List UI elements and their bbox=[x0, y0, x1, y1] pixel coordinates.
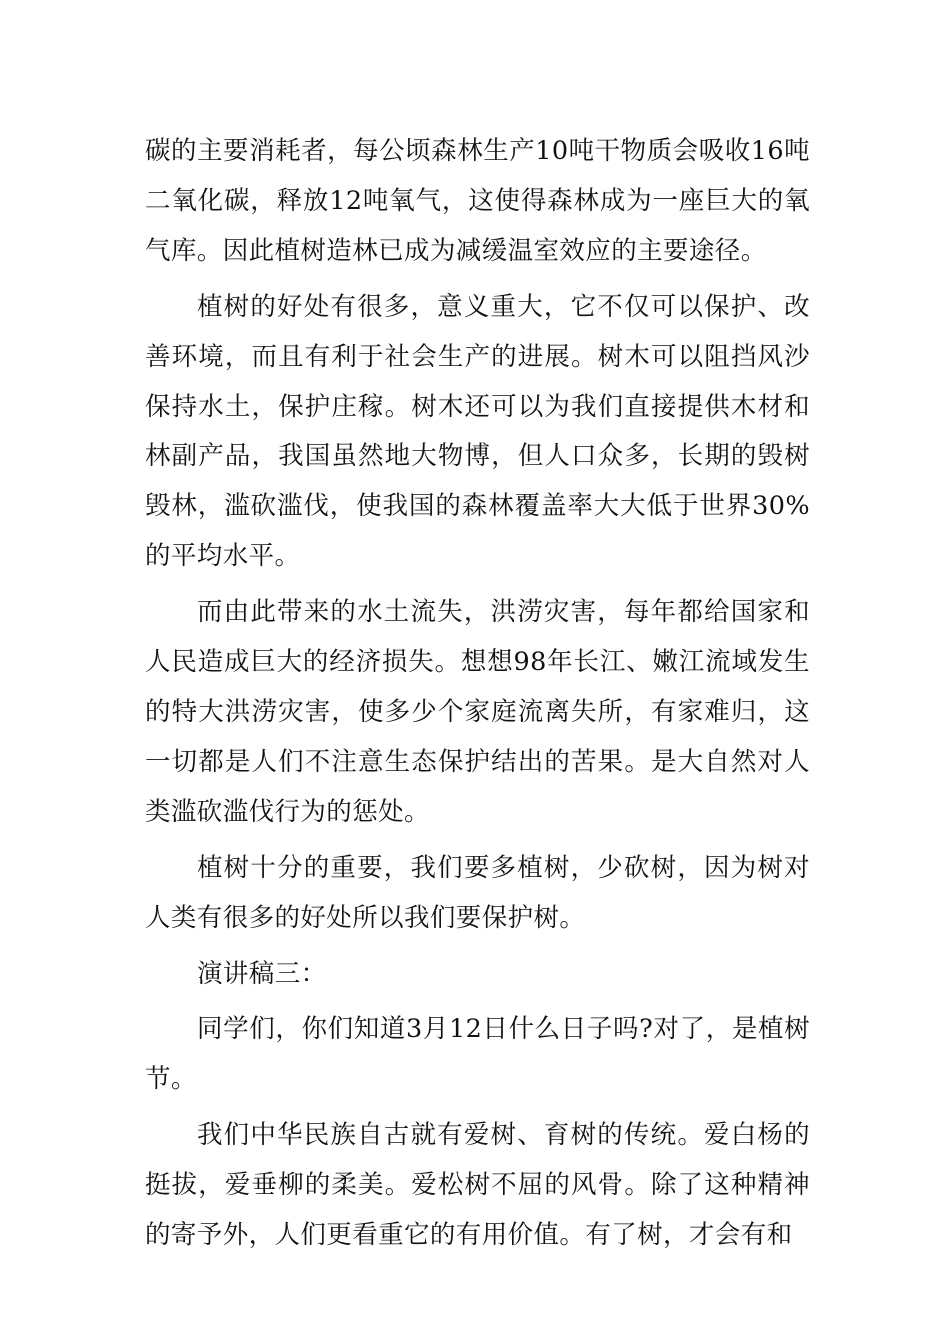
paragraph-disasters: 而由此带来的水土流失，洪涝灾害，每年都给国家和人民造成巨大的经济损失。想想98年长江、嫩江流域发生的特大洪涝灾害，使多少个家庭流离失所，有家难归，这一切都是人们不注意生态保护结出的苦果。是大自然对人类滥砍滥伐行为的惩处。 bbox=[145, 597, 810, 827]
paragraph-tradition: 我们中华民族自古就有爱树、育树的传统。爱白杨的挺拔，爱垂柳的柔美。爱松树不屈的风骨。除了这种精神的寄予外，人们更看重它的有用价值。有了树，才会有和 bbox=[145, 1120, 810, 1251]
section-heading-speech-three: 演讲稿三： bbox=[197, 958, 327, 989]
document-body bbox=[145, 127, 810, 1267]
paragraph-importance: 植树十分的重要，我们要多植树，少砍树，因为树对人类有很多的好处所以我们要保护树。 bbox=[145, 852, 810, 933]
paragraph-continuation: 碳的主要消耗者，每公顷森林生产10吨干物质会吸收16吨二氧化碳，释放12吨氧气，这使得森林成为一座巨大的氧气库。因此植树造林已成为减缓温室效应的主要途径。 bbox=[145, 136, 810, 266]
paragraph-benefits: 植树的好处有很多，意义重大，它不仅可以保护、改善环境，而且有利于社会生产的进展。树木可以阻挡风沙保持水土，保护庄稼。树木还可以为我们直接提供木材和林副产品，我国虽然地大物博，但人口众多，长期的毁树毁林，滥砍滥伐，使我国的森林覆盖率大大低于世界30%的平均水平。 bbox=[145, 291, 810, 572]
paragraph-arbor-day: 同学们，你们知道3月12日什么日子吗?对了，是植树节。 bbox=[145, 1014, 810, 1095]
